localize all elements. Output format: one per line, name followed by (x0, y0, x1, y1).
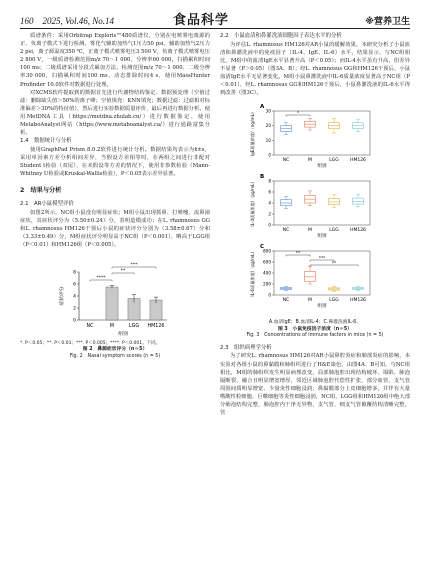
fig3-panel-note: A.血清IgE；B.血清IL-4；C.鼻灌洗液IL-6。 (268, 320, 362, 326)
fig3-y-tick-label: 400 (263, 270, 271, 276)
fig2-caption-en: Fig. 2 Nasal symptom scores (n = 5) (69, 353, 161, 359)
fig3-panel-letter: A (260, 104, 265, 111)
fig3-y-axis-label: IgE质量浓度/（ng/mL） (250, 110, 255, 157)
fig3-y-tick-label: 0 (268, 152, 271, 158)
right-column (220, 32, 410, 417)
fig3-y-tick-label: 800 (263, 248, 271, 254)
fig3-y-tick-label: 4 (268, 200, 271, 206)
paragraph-histopathology: 为了研究L. rhamnosus HM126对AR小鼠鼻腔炎症和肺部炎症的影响，本实验对各组小鼠的鼻黏膜和肺组织进行了H&E染色，由图4A、B可知，与NC组相比，M组的肺组织发生明显病理改变，局部肺泡腔出现结构破坏、塌陷，肺泡隔断裂、融合且明显增宽增厚，邻近区域肺泡腔代偿性扩张，部分血管、支气管周围间质明显增宽、少量炎性细胞浸润；鼻黏膜部分上皮细胞增多，并伴有大量嗜酸性粒细胞、巨噬细胞等炎性细胞浸润，NC组、LGG组和HM126组中绝大部分肺泡结构完整，肺泡腔内干净无异物，支气管、细支气管被覆结构清晰完整，管 (220, 353, 410, 417)
fig2-caption: 图 2 鼻源症状评分（n＝5） (82, 347, 148, 353)
section-label: ※营养卫生 (365, 17, 410, 27)
fig2-x-tick-label: LGG (128, 324, 140, 330)
section-heading-2-3: 2.3 组织病理学分析 (220, 344, 272, 351)
fig3-significance-label: ** (295, 250, 301, 256)
fig3-plot-frame (274, 111, 370, 155)
fig3-x-axis-label: 组别 (317, 234, 327, 240)
fig3-x-tick-label: M (308, 228, 312, 234)
fig2-significance-label: *** (130, 263, 138, 269)
section-heading-2-1: 2.1 AR小鼠模型评价 (20, 201, 74, 208)
fig3-y-tick-label: 200 (263, 281, 271, 287)
fig3-significance-label: *** (318, 255, 326, 261)
fig2-significance-note: *. P＜0.05；**. P＜0.01；***. P＜0.005；****. P＜0.001。下同。 (20, 341, 161, 347)
fig2-y-tick-label: 6 (73, 282, 76, 288)
fig2-x-tick-label: NC (86, 324, 94, 330)
fig3-y-tick-label: 6 (268, 189, 271, 195)
fig3-y-tick-label: 20 (265, 123, 271, 129)
fig3-box-plots (240, 99, 390, 317)
header-rule (20, 28, 410, 29)
fig2-significance-label: **** (96, 276, 106, 282)
fig3-x-tick-label: NC (282, 298, 290, 304)
fig2-y-tick-label: 0 (73, 318, 76, 324)
fig3-significance-label: * (296, 110, 300, 116)
fig3-x-tick-label: NC (282, 228, 290, 234)
page-header (20, 8, 410, 28)
fig2-x-tick-label: HM126 (147, 324, 165, 330)
fig3-x-tick-label: M (308, 298, 312, 304)
fig3-x-tick-label: HM126 (350, 228, 366, 234)
fig3-x-tick-label: LGG (329, 158, 339, 164)
fig3-y-tick-label: 0 (268, 222, 271, 228)
journal-name: 食品科学 (173, 13, 230, 28)
paragraph-data-processing: 对XCMS软件提取到的数据首先进行代谢物结构鉴定、数据预处理（空值过滤：删除缺失值＞50%的离子峰；空值填充：KNN填充；数据过滤：过滤相对标准偏差＞30%的特征值），然后进行实验数据质量评价，最后再进行数据分析。使用MetDNA工具（https://metdna.zhulab.cn/）进行数据鉴定，使用MetaboAnalyst网站（https://www.metaboanalyst.ca/）进行通路富集分析。 (20, 89, 210, 137)
fig2-y-tick-label: 2 (73, 306, 76, 312)
fig3-y-tick-label: 0 (268, 292, 271, 298)
fig3-caption: 图 3 小鼠免疫因子浓度（n＝5） (277, 326, 353, 332)
fig2-bar (150, 300, 162, 320)
left-column (20, 32, 210, 360)
paragraph-ar-model: 如图2所示，NC组小鼠没有明显症状；M组小鼠出现抓鼻、打喷嚏、流鼻涕症状，其症状评分为（5.50±0.24）分，表明造模成功；在L. rhamnosus GG和L. rhamnosus HM126干预后小鼠的症状评分分别为（3.58±0.67）分和（3.33±0.49）分，M组症状评分明显高于NC组（P＜0.001），略高于LGG组（P＜0.01）和HM126组（P＜0.005）。 (20, 209, 210, 249)
fig3-x-tick-label: NC (282, 158, 290, 164)
section-heading-1-4: 1.4 数据统计与分析 (20, 138, 72, 145)
fig3-x-tick-label: LGG (329, 228, 339, 234)
fig3-x-tick-label: HM126 (350, 158, 366, 164)
page-number-issue: 160 2025, Vol.46, No.14 (20, 16, 115, 26)
fig2-y-tick-label: 4 (73, 294, 76, 300)
fig3-y-tick-label: 2 (268, 211, 271, 217)
fig3-y-tick-label: 600 (263, 259, 271, 265)
fig2-y-tick-label: 8 (73, 270, 76, 276)
fig3-caption-en: Fig. 3 Concentrations of immune factors in mice (n = 5) (246, 333, 384, 339)
fig3-x-tick-label: HM126 (350, 298, 366, 304)
section-heading-2: 2 结果与分析 (20, 187, 62, 195)
fig3-box (305, 272, 316, 282)
fig3-y-tick-label: 30 (265, 108, 271, 114)
fig2-bar (106, 287, 118, 320)
paragraph-cytokines: 为评估L. rhamnosus HM126对AR小鼠的缓解效果，本研究分析了小鼠血清和鼻灌洗液中的免疫因子（IL-4、IgE、IL-6）水平，结果显示，与NC组相比，M组中的血清IgE水平显著升高（P＜0.05）；而IL-4水平虽有升高，但差异不显著（P＞0.05）（图3A、B）；经L. rhamnosus GG和HM126干预后，小鼠血清IgE水平无显著变化。M组小鼠鼻灌洗液中IL-6质量浓度显著高于NC组（P＜0.01），经L. rhamnosus GG和HM126干预后，小鼠鼻灌洗液的IL-6水平得到改善（图3C）。 (220, 41, 410, 97)
fig3-x-tick-label: M (308, 158, 312, 164)
fig3-panel-letter: B (260, 174, 265, 181)
paragraph-ms-conditions: 质谱条件：采用Orbitrap Exploris™480质谱仪，分别在电喷雾电离源的正、负离子模式下进行检测。雾化气辅助加热气1压力50 psi，辅助加热气2压力2 psi，离子源温度350 ℃，正离子模式喷雾电压3 500 V，负离子模式喷雾电压2 800 V，一级质谱检测范围m/z 70～1 000，分辨率60 000，扫描累积时间100 ms；二级质谱采用分段式累加方法，检测范围m/z 70～1 000，二级分辨率30 000，扫描累积时间100 ms，动态排除时间4 s，使用MassHunter Profinder 10.0软件对数据进行处理。 (20, 33, 210, 88)
paragraph-statistics: 使用GraphPad Prism 8.0.2软件进行统计分析。数据结果均表示为x̄±s，采用单因素方差分析组间差异，当假设方差相等时，在两组之间进行非配对Student t检验（双尾），在未假设等方差的情况下，使用非参数检验（Mann-Whitney U检验或Kruskal-Wallis检验），P＜0.05表示差异显著。 (20, 146, 210, 178)
fig2-bar-chart (55, 252, 175, 338)
fig3-y-axis-label: IL-6质量浓度/（pg/mL） (250, 249, 255, 297)
fig3-significance-label: ** (331, 260, 337, 266)
section-heading-2-2: 2.2 小鼠血清和鼻灌洗液细胞因子表达水平的分析 (220, 33, 342, 39)
fig3-y-tick-label: 8 (268, 178, 271, 184)
fig2-x-axis-label: 组别 (118, 332, 128, 338)
fig2-significance-label: ** (120, 269, 126, 275)
fig3-panel-letter: C (260, 244, 265, 251)
fig3-y-axis-label: IL-4质量浓度/（pg/mL） (250, 179, 255, 227)
fig3-x-tick-label: LGG (329, 298, 339, 304)
fig3-y-tick-label: 10 (265, 138, 271, 144)
fig3-x-axis-label: 组别 (317, 164, 327, 170)
fig3-x-axis-label: 组别 (317, 304, 327, 310)
fig2-x-tick-label: M (109, 324, 115, 330)
fig2-y-axis-label: 症状评分 (60, 286, 65, 306)
